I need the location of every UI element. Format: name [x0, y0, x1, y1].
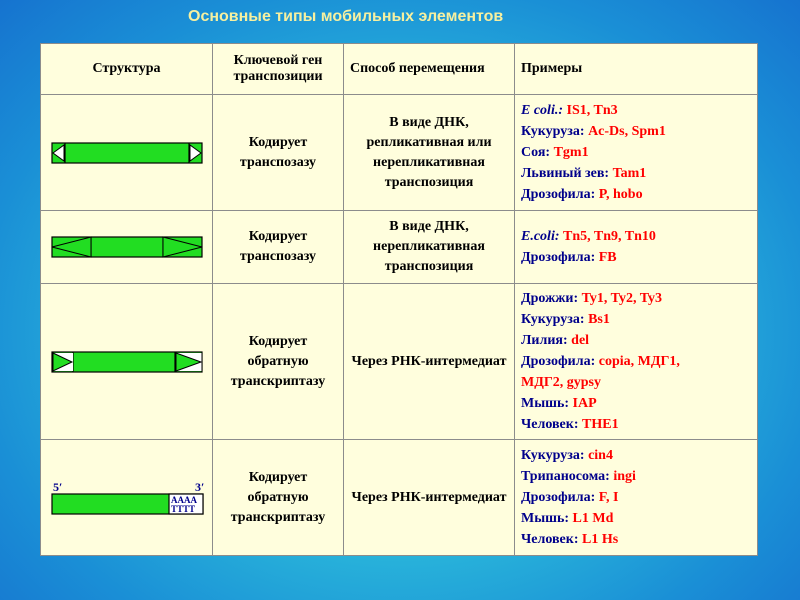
example-elements: Bs1: [588, 312, 610, 327]
example-elements: Tgm1: [553, 145, 589, 160]
header-gene: Ключевой ген транспозиции: [213, 44, 344, 95]
example-organism: Человек:: [521, 417, 582, 432]
example-organism: Дрозофила:: [521, 187, 599, 202]
example-organism: Мышь:: [521, 511, 573, 526]
structure-cell: [41, 440, 213, 556]
example-organism: Лилия:: [521, 333, 572, 348]
composite-transposon-diagram: [51, 236, 203, 258]
movement-cell: Через РНК-интермедиат: [344, 284, 515, 440]
example-elements: copia, МДГ1,: [598, 354, 680, 369]
mobile-elements-table: [40, 43, 758, 556]
example-elements: IS1, Tn3: [566, 103, 618, 118]
table-row: [41, 440, 758, 556]
example-line: [521, 309, 751, 330]
example-elements: L1 Hs: [582, 532, 619, 547]
example-elements: cin4: [588, 448, 613, 463]
example-organism: Человек:: [521, 532, 582, 547]
example-elements: FB: [598, 250, 617, 265]
table-row: [41, 284, 758, 440]
example-elements: F, I: [598, 490, 619, 505]
structure-cell: [41, 211, 213, 284]
gene-cell: Кодирует транспозазу: [213, 211, 344, 284]
example-line: [521, 508, 751, 529]
structure-cell: [41, 284, 213, 440]
example-organism: Трипаносома:: [521, 469, 614, 484]
example-elements: IAP: [572, 396, 597, 411]
movement-cell: Через РНК-интермедиат: [344, 440, 515, 556]
example-elements: Tam1: [612, 166, 647, 181]
examples-cell: [515, 440, 758, 556]
example-elements: THE1: [582, 417, 619, 432]
example-organism: Дрожжи:: [521, 291, 582, 306]
example-elements: ingi: [613, 469, 636, 484]
example-line: [521, 142, 751, 163]
example-line: [521, 466, 751, 487]
gene-cell: Кодирует обратную транскриптазу: [213, 440, 344, 556]
example-organism: Кукуруза:: [521, 124, 589, 139]
example-organism: E coli.:: [521, 103, 567, 118]
dna-transposon-diagram: [51, 142, 203, 164]
example-elements: Tn5, Tn9, Tn10: [563, 229, 656, 244]
three-prime-label: 3′: [194, 479, 204, 494]
examples-cell: [515, 95, 758, 211]
example-line: [521, 226, 751, 247]
example-line: [521, 121, 751, 142]
example-elements: МДГ2, gypsy: [521, 375, 601, 390]
examples-cell: [515, 284, 758, 440]
example-line: [521, 393, 751, 414]
example-organism: Соя:: [521, 145, 554, 160]
example-line: [521, 330, 751, 351]
table-row: [41, 211, 758, 284]
example-line: [521, 445, 751, 466]
example-organism: Львиный зев:: [521, 166, 613, 181]
retrotransposon-ltr-diagram: [51, 351, 203, 373]
polya-label: AAAA: [170, 494, 197, 505]
example-organism: Кукуруза:: [521, 312, 589, 327]
example-line: [521, 184, 751, 205]
example-line: [521, 288, 751, 309]
example-line: [521, 163, 751, 184]
example-organism: E.coli:: [521, 229, 563, 244]
gene-cell: Кодирует транспозазу: [213, 95, 344, 211]
example-line: [521, 100, 751, 121]
example-line: [521, 487, 751, 508]
header-examples: Примеры: [515, 44, 758, 95]
line-retroposon-diagram: [49, 480, 205, 516]
header-row: [41, 44, 758, 95]
example-organism: Дрозофила:: [521, 250, 599, 265]
example-elements: del: [571, 333, 590, 348]
table-row: [41, 95, 758, 211]
example-line: [521, 372, 751, 393]
example-elements: L1 Md: [572, 511, 614, 526]
movement-cell: В виде ДНК, репликативная или нерепликативная транспозиция: [344, 95, 515, 211]
structure-cell: [41, 95, 213, 211]
gene-cell: Кодирует обратную транскриптазу: [213, 284, 344, 440]
page-title: Основные типы мобильных элементов: [188, 8, 504, 25]
example-organism: Мышь:: [521, 396, 573, 411]
example-line: [521, 247, 751, 268]
five-prime-label: 5′: [52, 479, 62, 494]
example-organism: Дрозофила:: [521, 354, 599, 369]
header-structure: Структура: [41, 44, 213, 95]
example-elements: Ac-Ds, Spm1: [588, 124, 666, 139]
example-organism: Кукуруза:: [521, 448, 589, 463]
example-organism: Дрозофила:: [521, 490, 599, 505]
examples-cell: [515, 211, 758, 284]
header-movement: Способ перемещения: [344, 44, 515, 95]
example-elements: P, hobo: [598, 187, 643, 202]
example-line: [521, 529, 751, 550]
movement-cell: В виде ДНК, нерепликативная транспозиция: [344, 211, 515, 284]
polyt-label: TTTT: [170, 503, 195, 514]
example-line: [521, 351, 751, 372]
example-line: [521, 414, 751, 435]
example-elements: Ty1, Ty2, Ty3: [581, 291, 662, 306]
